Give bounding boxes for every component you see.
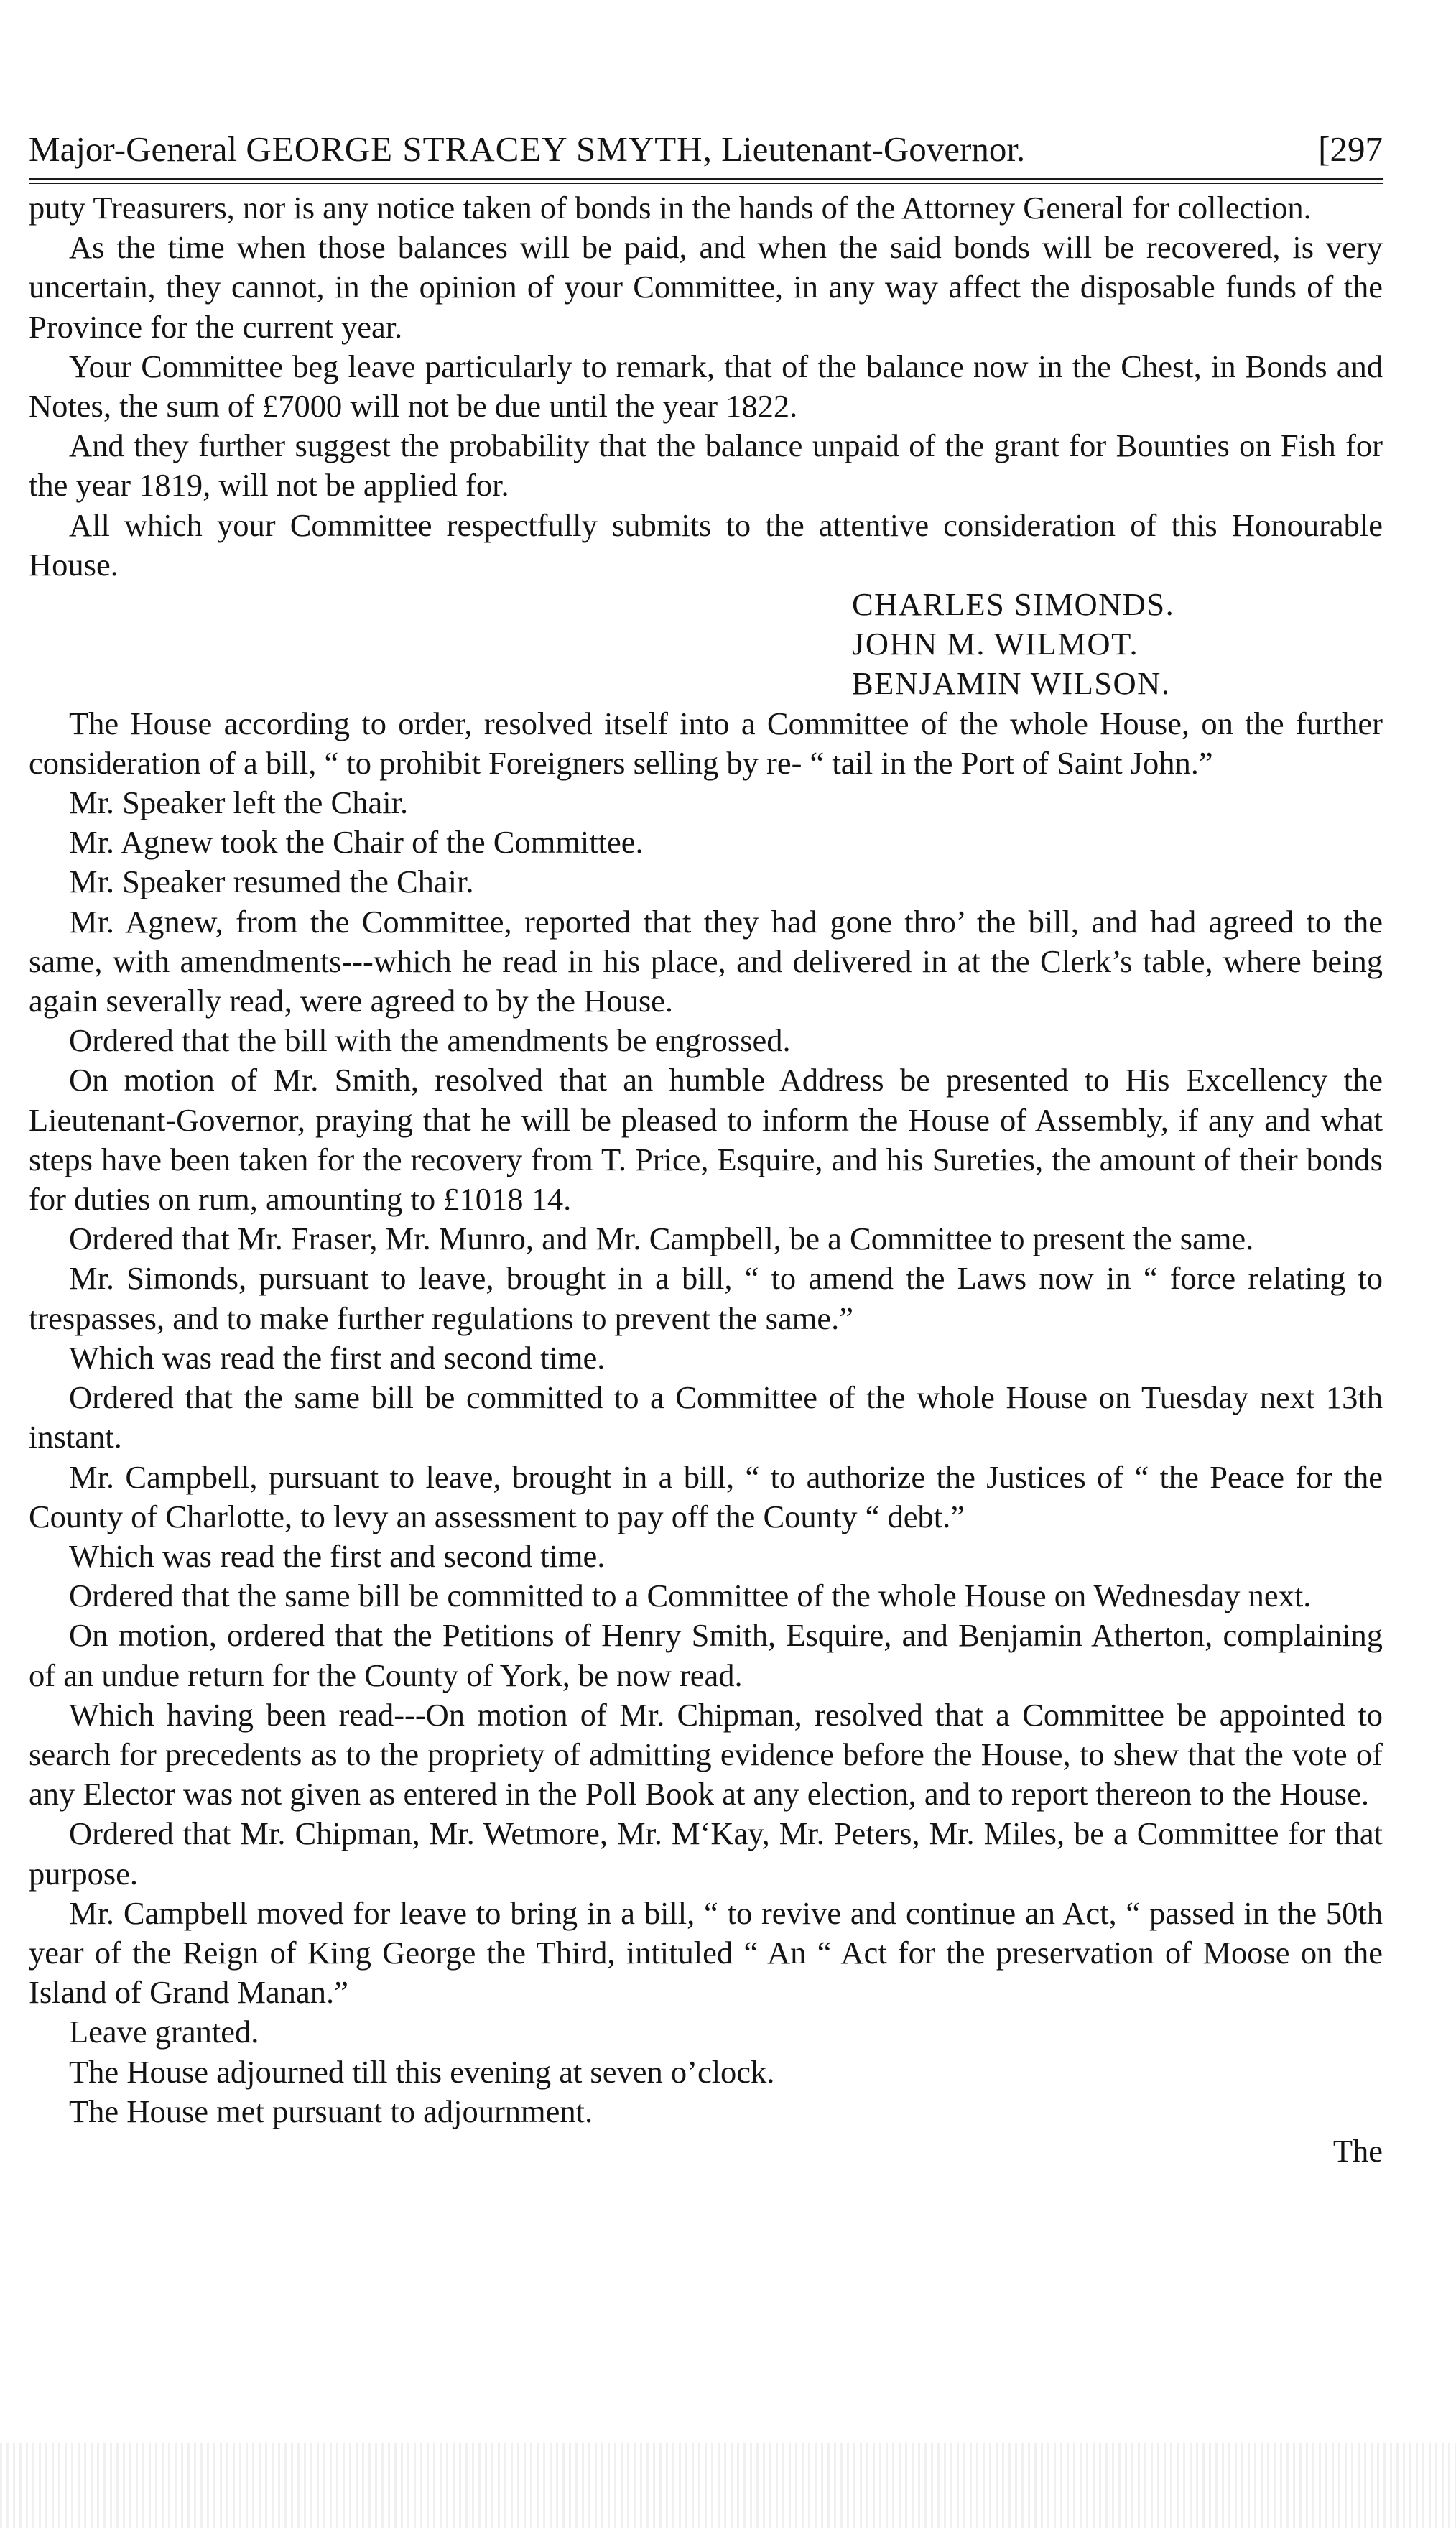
paragraph: Mr. Agnew took the Chair of the Committee. <box>69 824 644 861</box>
paragraph: Which was read the first and second time. <box>69 1537 606 1574</box>
paragraph: All which your Committee respectfully submits to the attentive consideration of this Honourable House. <box>29 506 1383 583</box>
paragraph: Which was read the first and second time. <box>69 1339 606 1376</box>
paragraph: Mr. Agnew, from the Committee, reported that they had gone thro’ the bill, and had agreed to the same, with amendments---which he read in his place, and delivered in at the Clerk’s table, where being again severally read, were agreed to by the House. <box>29 903 1383 1019</box>
paragraph: Which having been read---On motion of Mr. Chipman, resolved that a Committee be appointed to search for precedents as to the propriety of admitting evidence before the House, to shew that the vote of any Elector was not given as entered in the Poll Book at any election, and to report thereon to the House. <box>29 1696 1383 1812</box>
header-title <box>29 122 1025 177</box>
paragraph: Mr. Speaker left the Chair. <box>69 784 409 821</box>
catchword: The <box>1332 2132 1383 2169</box>
paragraph: Ordered that the same bill be committed to a Committee of the whole House on Wednesday next. <box>69 1578 1312 1614</box>
paragraph: Mr. Campbell moved for leave to bring in a bill, “ to revive and continue an Act, “ passed in the 50th year of the Reign of King George the Third, intituled “ An “ Act for the preservation of Moose on the Island of Grand Manan.” <box>29 1894 1383 2011</box>
paragraph: puty Treasurers, nor is any notice taken of bonds in the hands of the Attorney General for collection. <box>29 190 1312 226</box>
paragraph: Ordered that Mr. Fraser, Mr. Munro, and Mr. Campbell, be a Committee to present the same. <box>69 1221 1254 1257</box>
paragraph: Mr. Campbell, pursuant to leave, brought in a bill, “ to authorize the Justices of “ the Peace for the County of Charlotte, to levy an assessment to pay off the County “ debt.” <box>29 1458 1383 1534</box>
paragraph: And they further suggest the probability that the balance unpaid of the grant for Bounties on Fish for the year 1819, will not be applied for. <box>29 427 1383 504</box>
paragraph: On motion of Mr. Smith, resolved that an humble Address be presented to His Excellency the Lieutenant-Governor, praying that he will be pleased to inform the House of Assembly, if any and what steps have been taken for the recovery from T. Price, Esquire, and his Sureties, the amount of their bonds for duties on rum, amounting to £1018 14. <box>29 1062 1383 1218</box>
paragraph: Mr. Speaker resumed the Chair. <box>69 863 474 900</box>
body-text <box>29 188 1383 585</box>
header-name: GEORGE STRACEY SMYTH, <box>246 129 713 169</box>
running-header <box>29 122 1383 177</box>
document-page <box>29 122 1383 2169</box>
signature-block <box>852 585 1383 704</box>
header-rule <box>29 178 1383 184</box>
page-number: [297 <box>1318 129 1383 169</box>
paragraph: Your Committee beg leave particularly to remark, that of the balance now in the Chest, in Bonds and Notes, the sum of £7000 will not be due until the year 1822. <box>29 348 1383 425</box>
header-office: Lieutenant-Governor. <box>721 129 1026 169</box>
signature-name: JOHN M. WILMOT. <box>852 626 1139 662</box>
paragraph: Ordered that the same bill be committed to a Committee of the whole House on Tuesday next 13th instant. <box>29 1379 1383 1455</box>
paragraph: The House according to order, resolved itself into a Committee of the whole House, on the further consideration of a bill, “ to prohibit Foreigners selling by re- “ tail in the Port of Saint John.” <box>29 705 1383 781</box>
paragraph: The House met pursuant to adjournment. <box>69 2093 593 2129</box>
scan-noise <box>0 2443 1456 2528</box>
body-text-continued <box>29 704 1383 2131</box>
paragraph: Ordered that Mr. Chipman, Mr. Wetmore, Mr. M‘Kay, Mr. Peters, Mr. Miles, be a Committee for that purpose. <box>29 1815 1383 1892</box>
signature-name: CHARLES SIMONDS. <box>852 586 1175 623</box>
signature-name: BENJAMIN WILSON. <box>852 665 1171 702</box>
paragraph: Leave granted. <box>69 2014 259 2050</box>
paragraph: The House adjourned till this evening at seven o’clock. <box>69 2053 775 2090</box>
header-prefix: Major-General <box>29 129 238 169</box>
paragraph: As the time when those balances will be paid, and when the said bonds will be recovered, is very uncertain, they cannot, in the opinion of your Committee, in any way affect the disposable funds of the Province for the current year. <box>29 229 1383 345</box>
paragraph: On motion, ordered that the Petitions of Henry Smith, Esquire, and Benjamin Atherton, complaining of an undue return for the County of York, be now read. <box>29 1617 1383 1693</box>
paragraph: Ordered that the bill with the amendments be engrossed. <box>69 1022 791 1059</box>
paragraph: Mr. Simonds, pursuant to leave, brought in a bill, “ to amend the Laws now in “ force relating to trespasses, and to make further regulations to prevent the same.” <box>29 1260 1383 1336</box>
